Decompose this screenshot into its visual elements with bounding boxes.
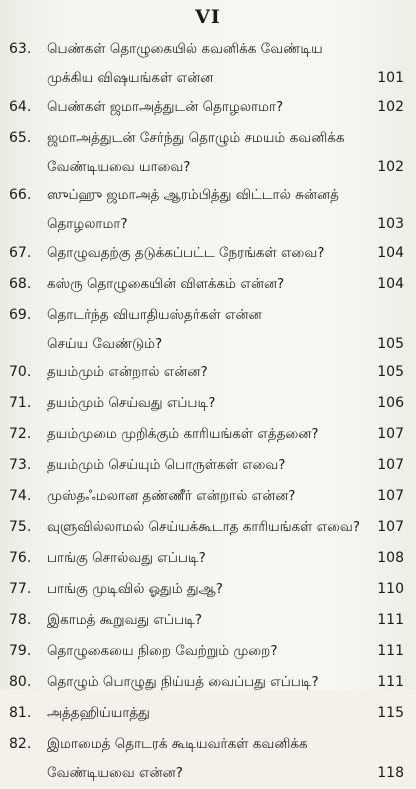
- entry-page-number: 111: [377, 674, 404, 690]
- entry-page-number: 110: [377, 581, 404, 597]
- entry-title-continued: செய்ய வேண்டும்?: [47, 335, 163, 352]
- toc-entry: [0, 182, 416, 240]
- toc-entry: [0, 240, 416, 271]
- entry-title: ஸுப்ஹு ஜமாஅத் ஆரம்பித்து விட்டால் சுன்னத்: [47, 187, 339, 203]
- toc-entry: [0, 452, 416, 483]
- entry-number: 64.: [9, 98, 32, 115]
- entry-number: 82.: [9, 736, 32, 752]
- entry-number: 71.: [9, 395, 32, 411]
- entry-number: 66.: [9, 187, 32, 203]
- toc-entry: [0, 731, 416, 789]
- entry-title-continued: முக்கிய விஷயங்கள் என்ன: [47, 70, 214, 86]
- entry-number: 75.: [9, 519, 32, 535]
- entry-title: பாங்கு முடிவில் ஓதும் துஆ?: [47, 581, 223, 597]
- entry-number: 67.: [9, 244, 32, 261]
- entry-page-number: 108: [377, 550, 404, 566]
- toc-entry: [0, 390, 416, 421]
- entry-number: 77.: [9, 581, 32, 597]
- toc-entry: [0, 514, 416, 545]
- toc-entry: [0, 36, 416, 94]
- entry-number: 65.: [9, 129, 32, 146]
- entry-title: தயம்மும் செய்யும் பொருள்கள் எவை?: [47, 457, 286, 473]
- entry-page-number: 111: [377, 612, 404, 628]
- toc-entry: [0, 421, 416, 452]
- toc-entry: [0, 607, 416, 638]
- toc-entry: [0, 576, 416, 607]
- entry-number: 70.: [9, 364, 32, 380]
- entry-number: 76.: [9, 550, 32, 566]
- entry-number: 74.: [9, 488, 32, 504]
- entry-page-number: 107: [377, 426, 404, 442]
- entry-title: தொழும் பொழுது நிய்யத் வைப்பது எப்படி?: [47, 674, 319, 690]
- entry-title: பெண்கள் ஜமாஅத்துடன் தொழலாமா?: [47, 98, 284, 115]
- entry-number: 81.: [9, 705, 32, 721]
- entry-title: இமாமைத் தொடரக் கூடியவர்கள் கவனிக்க: [47, 736, 308, 752]
- entry-title: அத்தஹிய்யாத்து: [47, 705, 150, 721]
- toc-entry: [0, 545, 416, 576]
- entry-page-number: 104: [377, 244, 404, 261]
- entry-number: 72.: [9, 426, 32, 442]
- entry-page-number: 107: [377, 488, 404, 504]
- entry-number: 73.: [9, 457, 32, 473]
- entry-title: கஸ்ரு தொழுகையின் விளக்கம் என்ன?: [47, 275, 285, 292]
- toc-entry: [0, 271, 416, 302]
- entry-page-number: 118: [377, 765, 404, 781]
- entry-page-number: 103: [377, 216, 404, 232]
- toc-entry: [0, 483, 416, 514]
- entry-page-number: 106: [377, 395, 404, 411]
- entry-title: ஜமாஅத்துடன் சேர்ந்து தொழும் சமயம் கவனிக்க: [47, 129, 345, 146]
- entry-page-number: 102: [377, 98, 404, 115]
- entry-number: 79.: [9, 643, 32, 659]
- entry-title: தயம்மும் செய்வது எப்படி?: [47, 395, 216, 411]
- entry-page-number: 105: [377, 335, 404, 352]
- entry-number: 63.: [9, 41, 32, 57]
- toc-entry: [0, 359, 416, 390]
- toc-entry: [0, 94, 416, 125]
- entry-page-number: 107: [377, 457, 404, 473]
- entry-title-continued: வேண்டியவை என்ன?: [47, 765, 183, 781]
- entry-number: 80.: [9, 674, 32, 690]
- entry-page-number: 104: [377, 275, 404, 292]
- entry-title-continued: தொழலாமா?: [47, 216, 128, 232]
- toc-entry: [0, 638, 416, 669]
- entry-title-continued: வேண்டியவை யாவை?: [47, 158, 191, 175]
- entry-title: பெண்கள் தொழுகையில் கவனிக்க வேண்டிய: [47, 41, 323, 57]
- entry-page-number: 102: [377, 158, 404, 175]
- entry-page-number: 101: [377, 70, 404, 86]
- toc-entry: [0, 125, 416, 183]
- entry-title: தொழுவதற்கு தடுக்கப்பட்ட நேரங்கள் எவை?: [47, 244, 325, 261]
- toc-entry: [0, 669, 416, 700]
- entry-title: பாங்கு சொல்வது எப்படி?: [47, 550, 206, 566]
- toc-entry: [0, 700, 416, 731]
- entry-number: 69.: [9, 306, 32, 323]
- entry-title: வுளுவில்லாமல் செய்யக்கூடாத காரியங்கள் எவை?: [47, 519, 361, 535]
- entry-page-number: 105: [377, 364, 404, 380]
- page-heading: VI: [195, 6, 221, 28]
- entry-number: 78.: [9, 612, 32, 628]
- entry-title: தயம்முமை முறிக்கும் காரியங்கள் எத்தனை?: [47, 426, 319, 442]
- entry-title: தொழுகையை நிறை வேற்றும் முறை?: [47, 643, 278, 659]
- entry-title: இகாமத் கூறுவது எப்படி?: [47, 612, 203, 628]
- entry-page-number: 111: [377, 643, 404, 659]
- entry-number: 68.: [9, 275, 32, 292]
- entry-title: தயம்மும் என்றால் என்ன?: [47, 364, 208, 380]
- entry-title: முஸ்தஃமலான தண்ணீர் என்றால் என்ன?: [47, 488, 296, 504]
- toc-entry: [0, 302, 416, 360]
- entry-title: தொடர்ந்த வியாதியஸ்தர்கள் என்ன: [47, 306, 262, 323]
- entry-page-number: 115: [377, 705, 404, 721]
- entry-page-number: 107: [377, 519, 404, 535]
